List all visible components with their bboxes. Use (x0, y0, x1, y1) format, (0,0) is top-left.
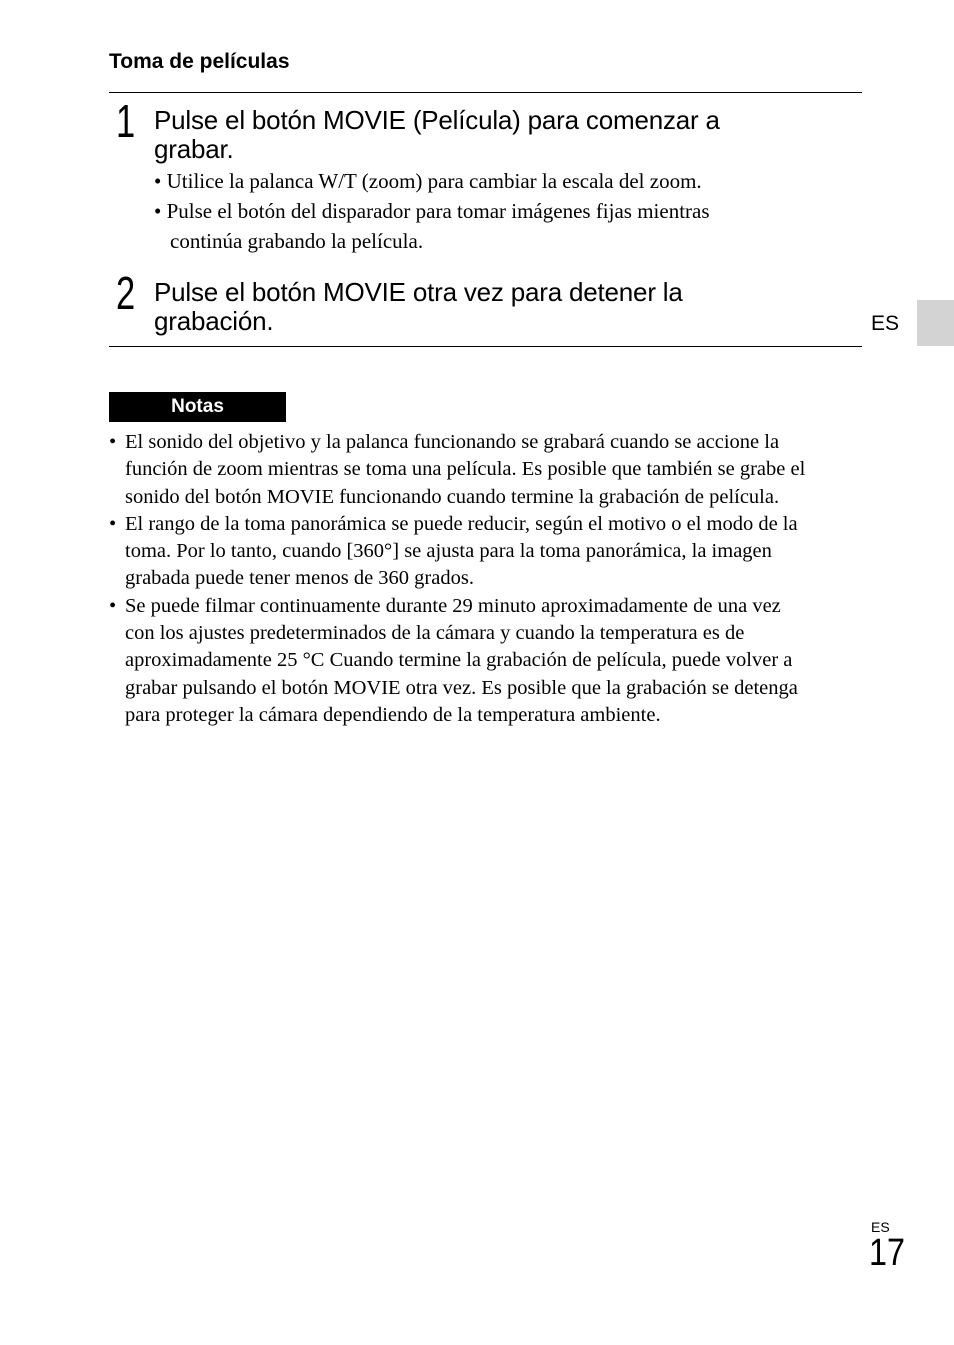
note-line: El sonido del objetivo y la palanca funcionando se grabará cuando se accione la (125, 431, 780, 453)
note-item (109, 593, 805, 729)
step-1-text (154, 106, 720, 164)
note-line: aproximadamente 25 °C Cuando termine la grabación de película, puede volver a (125, 649, 793, 672)
bullet-continuation: continúa grabando la película. (170, 229, 424, 253)
step-line: Pulse el botón MOVIE otra vez para detener la (154, 277, 683, 307)
note-item (109, 429, 805, 511)
step-number-2: 2 (116, 267, 136, 319)
note-line: El rango de la toma panorámica se puede reducir, según el motivo o el modo de la (125, 512, 798, 535)
note-line: con los ajustes predeterminados de la cámara y cuando la temperatura es de (125, 622, 745, 645)
bullet-text: Utilice la palanca W/T (zoom) para cambiar la escala del zoom. (166, 169, 702, 193)
step-number-1: 1 (116, 95, 136, 147)
note-line: para proteger la cámara dependiendo de la temperatura ambiente. (125, 703, 661, 726)
note-line: Se puede filmar continuamente durante 29 minuto aproximadamente de una vez (125, 594, 781, 617)
side-tab-marker (917, 300, 954, 346)
note-line: toma. Por lo tanto, cuando [360°] se ajusta para la toma panorámica, la imagen (125, 540, 772, 563)
bullet: • (109, 431, 117, 453)
bullet: • (154, 169, 162, 193)
bullet: • (109, 512, 117, 535)
notes-label: Notas (109, 392, 286, 422)
step-line: grabación. (154, 306, 274, 336)
step-2-text (154, 278, 683, 336)
footer-language: ES (871, 1219, 890, 1235)
step-line: Pulse el botón MOVIE (Película) para comenzar a (154, 105, 720, 135)
bullet-item (154, 196, 710, 226)
top-rule (109, 92, 862, 93)
notes-list (109, 429, 805, 729)
note-line: sonido del botón MOVIE funcionando cuando termine la grabación de película. (125, 485, 780, 508)
bullet-text: Pulse el botón del disparador para tomar imágenes fijas mientras (166, 199, 710, 223)
note-line: grabar pulsando el botón MOVIE otra vez. Es posible que la grabación se detenga (125, 676, 798, 699)
bottom-rule (109, 346, 862, 347)
step-line: grabar. (154, 134, 234, 164)
section-title: Toma de películas (109, 50, 290, 73)
step-1-bullets (154, 166, 710, 256)
bullet: • (109, 594, 117, 617)
bullet: • (154, 199, 162, 223)
page-number: 17 (869, 1232, 905, 1274)
bullet-item (154, 166, 710, 196)
note-line: grabada puede tener menos de 360 grados. (125, 567, 474, 590)
side-language-label: ES (871, 312, 900, 335)
note-item (109, 511, 805, 593)
note-line: función de zoom mientras se toma una película. Es posible que también se grabe el (125, 458, 806, 481)
